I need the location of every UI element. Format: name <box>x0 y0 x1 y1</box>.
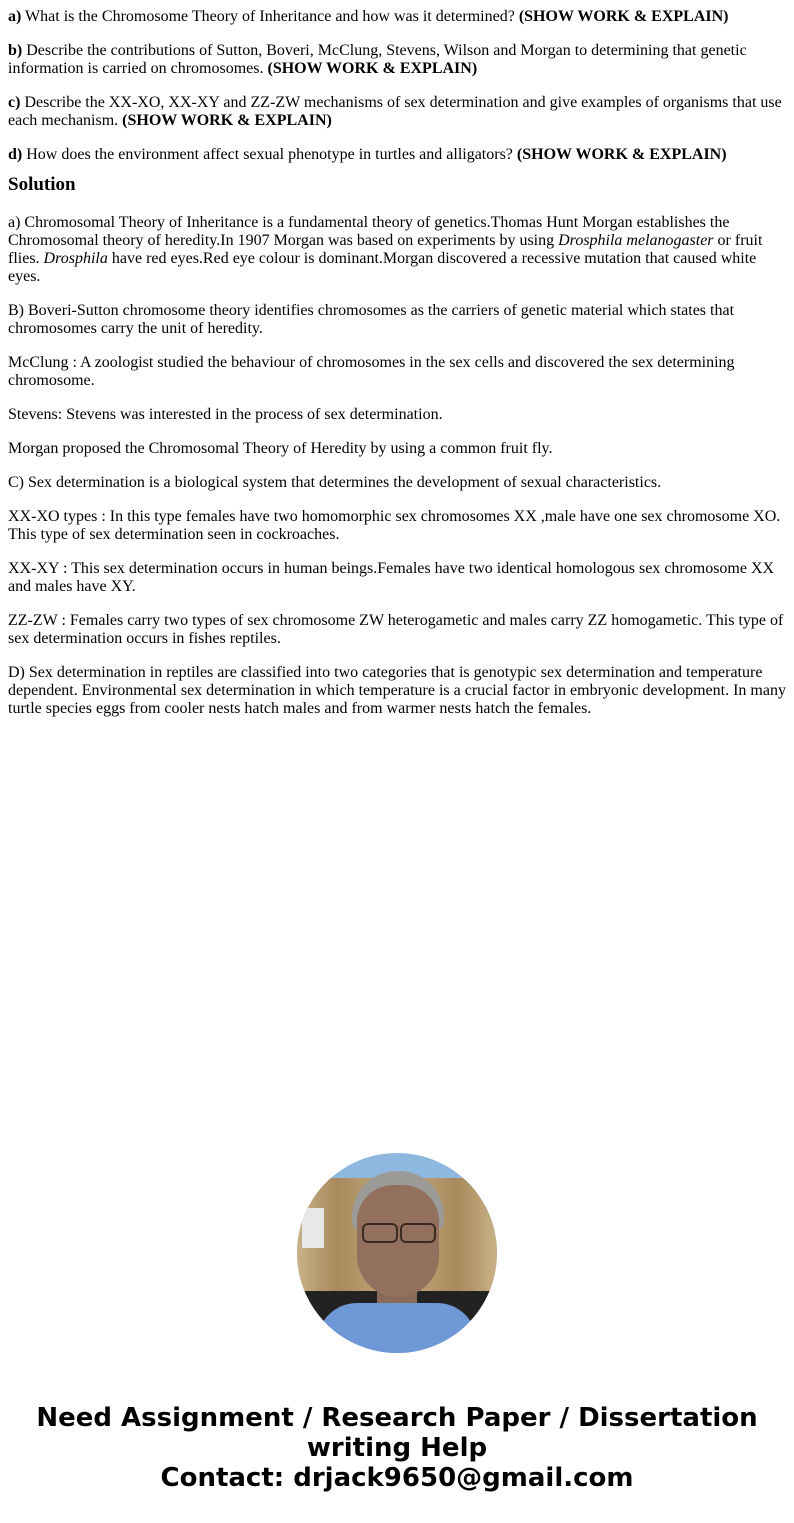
species-name: Drosphila <box>43 250 108 267</box>
answer-text: a) Chromosomal Theory of Inheritance is a fundamental theory of genetics.Thomas Hunt Morgan establishes the Chromosomal theory of heredity.In 1907 Morgan was based on experiments by using <box>8 214 730 249</box>
question-tag: (SHOW WORK & EXPLAIN) <box>516 146 727 163</box>
question-label: d) <box>8 146 23 163</box>
question-text: Describe the contributions of Sutton, Boveri, McClung, Stevens, Wilson and Morgan to determining that genetic information is carried on chromosomes. <box>8 42 747 77</box>
answer-paragraph: B) Boveri-Sutton chromosome theory identifies chromosomes as the carriers of genetic material which states that chromosomes carry the unit of heredity. <box>8 302 735 337</box>
question-text: What is the Chromosome Theory of Inheritance and how was it determined? <box>21 8 519 25</box>
question-tag: (SHOW WORK & EXPLAIN) <box>518 8 729 25</box>
question-tag: (SHOW WORK & EXPLAIN) <box>122 112 332 129</box>
question-label: a) <box>8 8 22 25</box>
question-text: Describe the XX-XO, XX-XY and ZZ-ZW mechanisms of sex determination and give examples of organisms that use each mechanism. <box>8 94 782 129</box>
question-b <box>8 42 788 78</box>
question-tag: (SHOW WORK & EXPLAIN) <box>267 60 478 77</box>
author-photo <box>297 1153 497 1353</box>
answer-paragraph: ZZ-ZW : Females carry two types of sex chromosome ZW heterogametic and males carry ZZ homogametic. This type of sex determination occurs in fishes reptiles. <box>8 612 784 647</box>
answer-paragraph: XX-XO types : In this type females have two homomorphic sex chromosomes XX ,male have one sex chromosome XO. This type of sex determination seen in cockroaches. <box>8 508 781 543</box>
species-name: Drosphila melanogaster <box>558 232 714 249</box>
question-label: c) <box>8 94 21 111</box>
document-body <box>8 8 788 734</box>
answer-paragraph: Morgan proposed the Chromosomal Theory of Heredity by using a common fruit fly. <box>8 440 553 457</box>
answer-paragraph: McClung : A zoologist studied the behaviour of chromosomes in the sex cells and discovered the sex determining chromosome. <box>8 354 735 389</box>
answer-paragraph: Stevens: Stevens was interested in the process of sex determination. <box>8 406 443 423</box>
glasses-icon <box>360 1223 436 1241</box>
question-text: How does the environment affect sexual phenotype in turtles and alligators? <box>22 146 517 163</box>
solution-heading: Solution <box>8 174 76 195</box>
footer-line: Need Assignment / Research Paper / Dissertation <box>36 1403 758 1433</box>
photo-shirt <box>317 1303 477 1353</box>
answer-text: have red eyes.Red eye colour is dominant.Morgan discovered a recessive mutation that caused white eyes. <box>8 250 757 285</box>
question-a <box>8 8 788 26</box>
footer-contact: Contact: drjack9650@gmail.com <box>160 1463 634 1493</box>
answer-paragraph: D) Sex determination in reptiles are classified into two categories that is genotypic sex determination and temperature dependent. Environmental sex determination in which temperature is a crucial factor in embryonic development. In many turtle species eggs from cooler nests hatch males and from warmer nests hatch the females. <box>8 664 786 717</box>
footer-line: writing Help <box>306 1433 488 1463</box>
photo-switchboard <box>302 1208 324 1248</box>
question-c <box>8 94 788 130</box>
answer-a <box>8 214 788 286</box>
question-d <box>8 146 788 164</box>
answer-paragraph: C) Sex determination is a biological system that determines the development of sexual characteristics. <box>8 474 662 491</box>
answer-paragraph: XX-XY : This sex determination occurs in human beings.Females have two identical homologous sex chromosome XX and males have XY. <box>8 560 775 595</box>
answer-text: or fruit flies. <box>8 232 763 267</box>
question-label: b) <box>8 42 23 59</box>
contact-footer <box>0 1403 794 1493</box>
